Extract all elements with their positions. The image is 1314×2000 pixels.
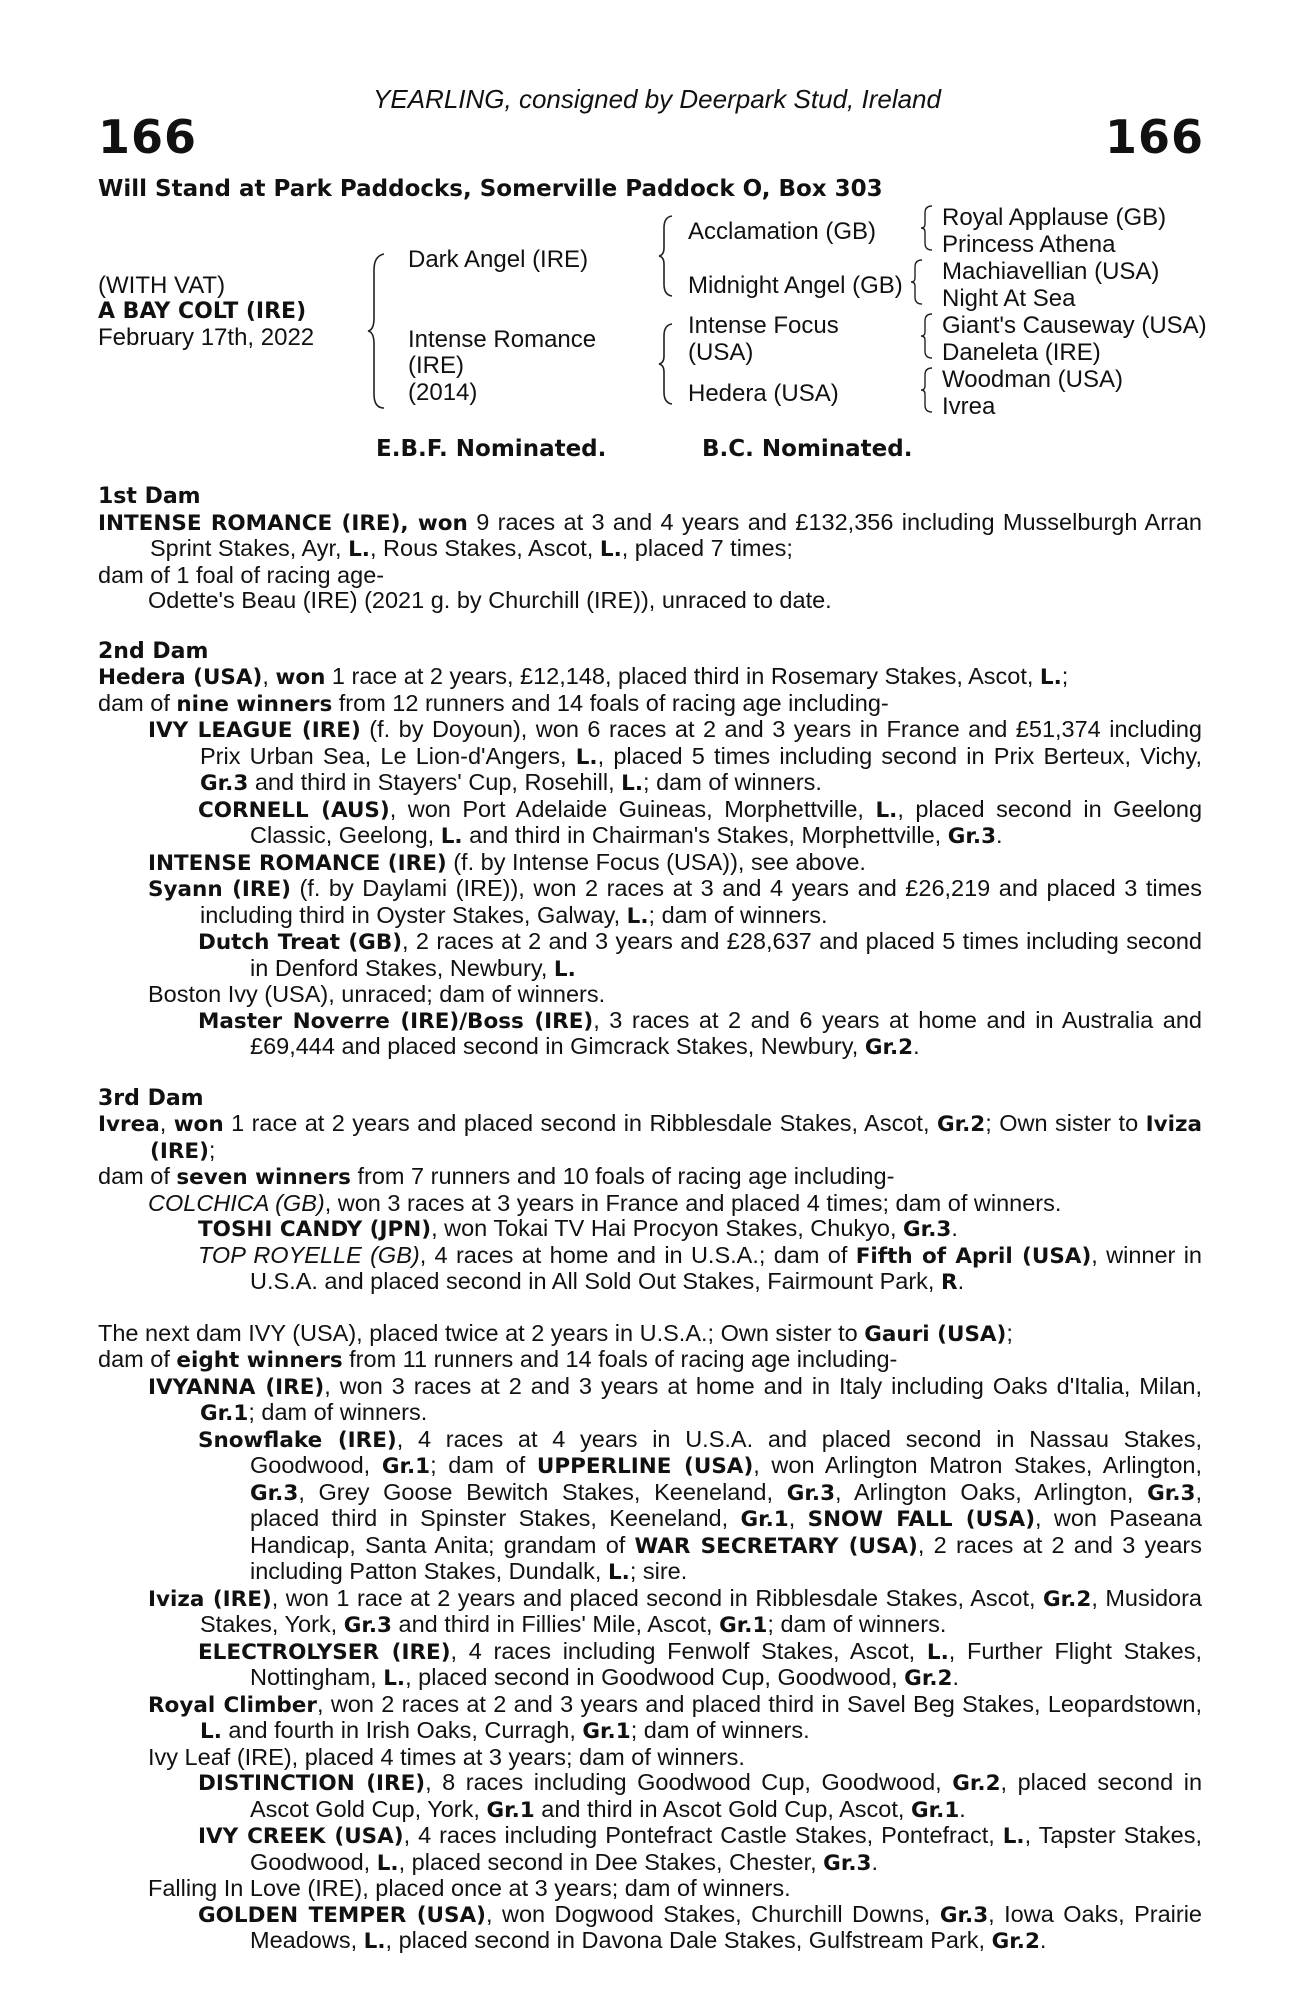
- text-span: L.: [348, 537, 370, 562]
- text-span: R: [941, 1270, 958, 1295]
- text-span: Gr.1: [381, 1454, 431, 1479]
- first-dam-foal: Odette's Beau (IRE) (2021 g. by Churchill (IRE)), unraced to date.: [148, 587, 832, 613]
- text-span: won: [275, 665, 326, 690]
- text-span: L.: [626, 903, 649, 929]
- text-span: , placed second in Geelong Classic, Geelong,: [250, 795, 1203, 848]
- text-span: , won Paseana Handicap, Santa Anita; grandam of: [250, 1505, 1203, 1558]
- text-span: ,: [788, 1505, 808, 1531]
- brace-sire-sire: [920, 204, 936, 252]
- brace-dam-sire: [920, 312, 936, 360]
- text-span: L.: [553, 956, 576, 982]
- text-span: ,: [262, 663, 276, 689]
- text-span: and third in Ascot Gold Cup, Ascot,: [534, 1795, 911, 1822]
- text-span: Gr.2: [952, 1771, 1001, 1796]
- text-span: , placed second in Goodwood Cup, Goodwood,: [405, 1664, 905, 1690]
- text-span: L.: [926, 1639, 949, 1665]
- dam-sire-sire: Giant's Causeway (USA): [942, 312, 1207, 339]
- next-dam-produce-summary: [98, 1347, 1202, 1374]
- sire: Dark Angel (IRE): [408, 246, 589, 273]
- text-span: Gr.3: [903, 1217, 952, 1242]
- text-span: Gr.3: [1147, 1480, 1196, 1506]
- produce-intense-romance: [98, 850, 1202, 877]
- text-span: L.: [1039, 665, 1062, 690]
- text-span: Gr.1: [486, 1797, 535, 1823]
- second-dam-record: [98, 664, 1202, 691]
- text-span: seven winners: [176, 1165, 351, 1190]
- text-span: Iviza (IRE): [148, 1586, 272, 1612]
- text-span: INTENSE ROMANCE (IRE): [148, 850, 447, 876]
- text-span: ; dam of winners.: [648, 901, 828, 928]
- text-span: dam of: [98, 689, 177, 716]
- sire-sire-sire: Royal Applause (GB): [942, 204, 1167, 231]
- dam-sire-line-1: Intense Focus: [688, 312, 839, 339]
- produce-ivy-leaf: Ivy Leaf (IRE), placed 4 times at 3 years; dam of winners.: [148, 1743, 745, 1770]
- third-dam-record: [98, 1111, 1202, 1164]
- text-span: IVYANNA (IRE): [148, 1374, 325, 1400]
- text-span: Gr.1: [582, 1719, 631, 1744]
- text-span: Royal Climber: [148, 1692, 317, 1718]
- text-span: L.: [440, 824, 463, 849]
- text-span: , Musidora Stakes, York,: [200, 1584, 1202, 1637]
- brace-sire: [658, 214, 678, 298]
- brace-dam-dam: [920, 366, 936, 414]
- text-span: Gr.1: [719, 1613, 768, 1638]
- consignor-line: YEARLING, consigned by Deerpark Stud, Ireland: [373, 84, 941, 114]
- dam-dam-dam: Ivrea: [942, 393, 996, 420]
- text-span: Gr.3: [200, 771, 249, 796]
- text-span: , Further Flight Stakes, Nottingham,: [250, 1637, 1202, 1690]
- text-span: , won 2 races at 2 and 3 years and placed third in Savel Beg Stakes, Leopardstown,: [316, 1690, 1202, 1717]
- text-span: , won 1 race at 2 years and placed second in Ribblesdale Stakes, Ascot,: [271, 1584, 1043, 1611]
- stand-location: Will Stand at Park Paddocks, Somerville Paddock O, Box 303: [98, 176, 883, 202]
- text-span: , Iowa Oaks, Prairie Meadows,: [250, 1900, 1202, 1953]
- text-span: from 11 runners and 14 foals of racing age including-: [342, 1346, 898, 1372]
- text-span: Gr.3: [250, 1480, 299, 1506]
- text-span: TOSHI CANDY (JPN): [198, 1217, 432, 1242]
- third-dam-produce-summary: [98, 1164, 1202, 1191]
- first-dam-record: [98, 510, 1202, 563]
- first-dam-heading: 1st Dam: [98, 484, 201, 509]
- text-span: ,: [159, 1110, 174, 1136]
- text-span: , Grey Goose Bewitch Stakes, Keeneland,: [298, 1478, 787, 1505]
- text-span: , 2 races at 2 and 3 years and £28,637 and placed 5 times including second in Denford Stakes, Newbury,: [250, 928, 1202, 981]
- text-span: , placed second in Ascot Gold Cup, York,: [250, 1769, 1203, 1822]
- text-span: DISTINCTION (IRE): [198, 1771, 426, 1796]
- foaling-date: February 17th, 2022: [98, 324, 315, 351]
- text-span: ; dam of winners.: [630, 1717, 810, 1743]
- text-span: Ivrea: [98, 1112, 160, 1137]
- text-span: Gr.1: [200, 1401, 249, 1426]
- section-spacer: [98, 614, 1202, 639]
- text-span: , winner in U.S.A. and placed second in All Sold Out Stakes, Fairmount Park,: [250, 1241, 1202, 1294]
- text-span: , won Arlington Matron Stakes, Arlington,: [753, 1452, 1202, 1478]
- text-span: Gr.2: [864, 1035, 914, 1060]
- section-spacer: [98, 1296, 1202, 1321]
- text-span: and third in Stayers' Cup, Rosehill,: [248, 769, 622, 795]
- text-span: , placed second in Davona Dale Stakes, Gulfstream Park,: [385, 1927, 992, 1953]
- text-span: .: [951, 1215, 958, 1241]
- text-span: , won Tokai TV Hai Procyon Stakes, Chukyo,: [431, 1215, 904, 1241]
- text-span: eight winners: [176, 1348, 343, 1373]
- text-span: UPPERLINE (USA): [536, 1454, 754, 1479]
- text-span: ; dam of: [430, 1452, 537, 1478]
- produce-record: [98, 484, 1202, 1955]
- text-span: SNOW FALL (USA): [807, 1507, 1036, 1532]
- text-span: and third in Chairman's Stakes, Morphettville,: [462, 822, 948, 848]
- text-span: , placed 5 times including second in Prix Berteux, Vichy,: [597, 742, 1202, 769]
- text-span: ;: [1006, 1319, 1013, 1346]
- dam-sire-line-2: (USA): [688, 339, 754, 366]
- dam-line-1: Intense Romance: [408, 326, 597, 353]
- text-span: L.: [383, 1666, 406, 1691]
- produce-top-royelle: [98, 1243, 1202, 1296]
- text-span: .: [1039, 1927, 1047, 1953]
- produce-ivy-creek: [98, 1823, 1202, 1876]
- text-span: Syann (IRE): [148, 877, 291, 902]
- text-span: from 12 runners and 14 foals of racing age including-: [332, 689, 889, 716]
- text-span: INTENSE ROMANCE (IRE), won: [98, 510, 468, 536]
- sire-sire: Acclamation (GB): [688, 218, 877, 245]
- text-span: (f. by Doyoun), won 6 races at 2 and 3 years in France and £51,374 including Prix Urban Sea, Le Lion-d'Angers,: [200, 716, 1203, 769]
- text-span: WAR SECRETARY (USA): [634, 1533, 918, 1559]
- produce-golden-temper: [98, 1902, 1202, 1955]
- text-span: The next dam IVY (USA), placed twice at 2 years in U.S.A.; Own sister to: [98, 1319, 865, 1346]
- text-span: (f. by Daylami (IRE)), won 2 races at 3 and 4 years and £26,219 and placed 3 times including third in Oyster Stakes, Galway,: [200, 875, 1203, 928]
- text-span: , 4 races including Pontefract Castle Stakes, Pontefract,: [403, 1822, 1003, 1848]
- dam-dam: Hedera (USA): [688, 380, 839, 407]
- text-span: 1 race at 2 years and placed second in Ribblesdale Stakes, Ascot,: [223, 1110, 937, 1136]
- sire-dam-sire: Machiavellian (USA): [942, 258, 1160, 285]
- text-span: .: [996, 822, 1003, 848]
- text-span: , placed third in Spinster Stakes, Keeneland,: [250, 1478, 1202, 1531]
- text-span: CORNELL (AUS): [198, 797, 390, 823]
- brace-generation-1: [366, 252, 390, 410]
- text-span: Gr.2: [991, 1929, 1040, 1954]
- second-dam-produce-summary: [98, 691, 1202, 718]
- produce-falling-in-love: Falling In Love (IRE), placed once at 3 years; dam of winners.: [148, 1875, 791, 1901]
- text-span: Gr.2: [904, 1666, 953, 1691]
- text-span: Gr.3: [939, 1902, 989, 1928]
- text-span: , won 3 races at 3 years in France and placed 4 times; dam of winners.: [324, 1189, 1062, 1216]
- section-spacer: [98, 1061, 1202, 1086]
- text-span: ;: [1061, 663, 1069, 689]
- third-dam-heading: 3rd Dam: [98, 1085, 204, 1111]
- text-span: ; dam of winners.: [248, 1399, 428, 1425]
- horse-name: A BAY COLT (IRE): [98, 299, 307, 324]
- text-span: .: [871, 1848, 879, 1875]
- text-span: IVY CREEK (USA): [198, 1824, 404, 1849]
- text-span: , placed 7 times;: [621, 535, 793, 561]
- dam-line-3: (2014): [408, 379, 478, 406]
- text-span: Fifth of April (USA): [855, 1243, 1092, 1269]
- text-span: Gr.2: [936, 1112, 986, 1137]
- text-span: L.: [575, 744, 598, 770]
- produce-syann: [98, 876, 1202, 929]
- text-span: .: [952, 1664, 960, 1690]
- text-span: L.: [875, 797, 898, 823]
- produce-colchica: [98, 1191, 1202, 1217]
- text-span: dam of: [98, 1346, 177, 1372]
- text-span: Master Noverre (IRE)/Boss (IRE): [198, 1008, 594, 1034]
- text-span: Gauri (USA): [864, 1321, 1007, 1347]
- text-span: .: [957, 1268, 965, 1294]
- produce-master-noverre: [98, 1008, 1202, 1061]
- text-span: Gr.3: [823, 1850, 872, 1876]
- text-span: , won Dogwood Stakes, Churchill Downs,: [485, 1900, 940, 1927]
- dam-dam-sire: Woodman (USA): [942, 366, 1123, 393]
- brace-dam: [658, 322, 678, 406]
- text-span: L.: [599, 537, 622, 562]
- sire-dam-dam: Night At Sea: [942, 285, 1076, 312]
- produce-electrolyser: [98, 1639, 1202, 1692]
- text-span: Gr.1: [740, 1507, 789, 1532]
- produce-ivyanna: [98, 1374, 1202, 1427]
- text-span: Hedera (USA): [98, 665, 263, 690]
- first-dam-produce-summary: dam of 1 foal of racing age-: [98, 561, 385, 588]
- text-span: IVY LEAGUE (IRE): [148, 718, 361, 743]
- produce-distinction: [98, 1770, 1202, 1823]
- text-span: , 3 races at 2 and 6 years at home and in Australia and £69,444 and placed second in Gimcrack Stakes, Newbury,: [250, 1006, 1202, 1059]
- text-span: Gr.3: [786, 1480, 836, 1506]
- text-span: 9 races at 3 and 4 years and £132,356 including Musselburgh Arran Sprint Stakes, Ayr,: [150, 508, 1202, 561]
- text-span: Gr.1: [910, 1797, 960, 1823]
- text-span: Dutch Treat (GB): [198, 930, 403, 955]
- text-span: L.: [200, 1719, 222, 1744]
- text-span: .: [913, 1033, 920, 1059]
- dam-line-2: (IRE): [408, 352, 464, 379]
- text-span: , 4 races including Fenwolf Stakes, Ascot,: [450, 1637, 927, 1664]
- text-span: , won 3 races at 2 and 3 years at home and in Italy including Oaks d'Italia, Milan,: [324, 1372, 1202, 1399]
- text-span: GOLDEN TEMPER (USA): [198, 1902, 486, 1928]
- text-span: TOP ROYELLE (GB): [198, 1241, 420, 1268]
- produce-ivy-league: [98, 717, 1202, 797]
- text-span: (f. by Intense Focus (USA)), see above.: [446, 848, 866, 875]
- text-span: Gr.3: [343, 1613, 393, 1638]
- text-span: COLCHICA (GB): [148, 1189, 325, 1216]
- text-span: Gr.2: [1043, 1586, 1092, 1612]
- produce-boston-ivy: Boston Ivy (USA), unraced; dam of winners.: [148, 981, 606, 1007]
- text-span: L.: [1002, 1824, 1025, 1849]
- text-span: Snowflake (IRE): [198, 1427, 397, 1453]
- text-span: and third in Fillies' Mile, Ascot,: [392, 1611, 720, 1637]
- produce-toshi-candy: [98, 1216, 1202, 1243]
- text-span: ; Own sister to: [985, 1110, 1146, 1136]
- text-span: won: [173, 1112, 224, 1137]
- text-span: L.: [376, 1850, 399, 1876]
- produce-iviza: [98, 1586, 1202, 1639]
- text-span: dam of: [98, 1163, 177, 1189]
- text-span: ; dam of winners.: [643, 769, 822, 795]
- text-span: and fourth in Irish Oaks, Curragh,: [221, 1717, 583, 1743]
- text-span: nine winners: [176, 691, 333, 717]
- vat-note: (WITH VAT): [98, 272, 226, 299]
- produce-cornell: [98, 797, 1202, 850]
- next-dam-record: [98, 1321, 1202, 1348]
- text-span: Iviza (IRE): [150, 1112, 1202, 1164]
- text-span: Gr.3: [947, 824, 997, 849]
- text-span: , 8 races including Goodwood Cup, Goodwood,: [425, 1769, 953, 1795]
- text-span: , 4 races at home and in U.S.A.; dam of: [419, 1241, 856, 1268]
- lot-number-left: 166: [98, 110, 198, 164]
- produce-dutch-treat: [98, 929, 1202, 982]
- text-span: ; sire.: [629, 1558, 688, 1584]
- text-span: L.: [607, 1560, 630, 1585]
- text-span: ; dam of winners.: [767, 1611, 947, 1637]
- ebf-nomination: E.B.F. Nominated.: [376, 436, 607, 462]
- text-span: ELECTROLYSER (IRE): [198, 1639, 451, 1665]
- text-span: , won Port Adelaide Guineas, Morphettville,: [389, 795, 876, 822]
- text-span: , 2 races at 2 and 3 years including Patton Stakes, Dundalk,: [250, 1531, 1202, 1584]
- text-span: , Arlington Oaks, Arlington,: [835, 1478, 1148, 1505]
- text-span: ;: [208, 1136, 216, 1163]
- text-span: , Rous Stakes, Ascot,: [369, 535, 600, 561]
- bc-nomination: B.C. Nominated.: [702, 436, 913, 462]
- produce-royal-climber: [98, 1692, 1202, 1745]
- brace-sire-dam: [910, 258, 926, 306]
- produce-snowflake: [98, 1427, 1202, 1586]
- text-span: from 7 runners and 10 foals of racing age including-: [350, 1163, 895, 1189]
- text-span: 1 race at 2 years, £12,148, placed third in Rosemary Stakes, Ascot,: [325, 663, 1040, 689]
- lot-number-right: 166: [1104, 110, 1204, 164]
- text-span: , Tapster Stakes, Goodwood,: [250, 1822, 1202, 1875]
- sire-dam: Midnight Angel (GB): [688, 272, 903, 299]
- text-span: , placed second in Dee Stakes, Chester,: [398, 1848, 824, 1875]
- text-span: L.: [621, 771, 644, 796]
- text-span: .: [959, 1795, 966, 1822]
- second-dam-heading: 2nd Dam: [98, 638, 209, 664]
- sire-sire-dam: Princess Athena: [942, 231, 1116, 258]
- text-span: L.: [363, 1929, 386, 1954]
- text-span: , 4 races at 4 years in U.S.A. and placed second in Nassau Stakes, Goodwood,: [250, 1425, 1202, 1478]
- dam-sire-dam: Daneleta (IRE): [942, 339, 1101, 366]
